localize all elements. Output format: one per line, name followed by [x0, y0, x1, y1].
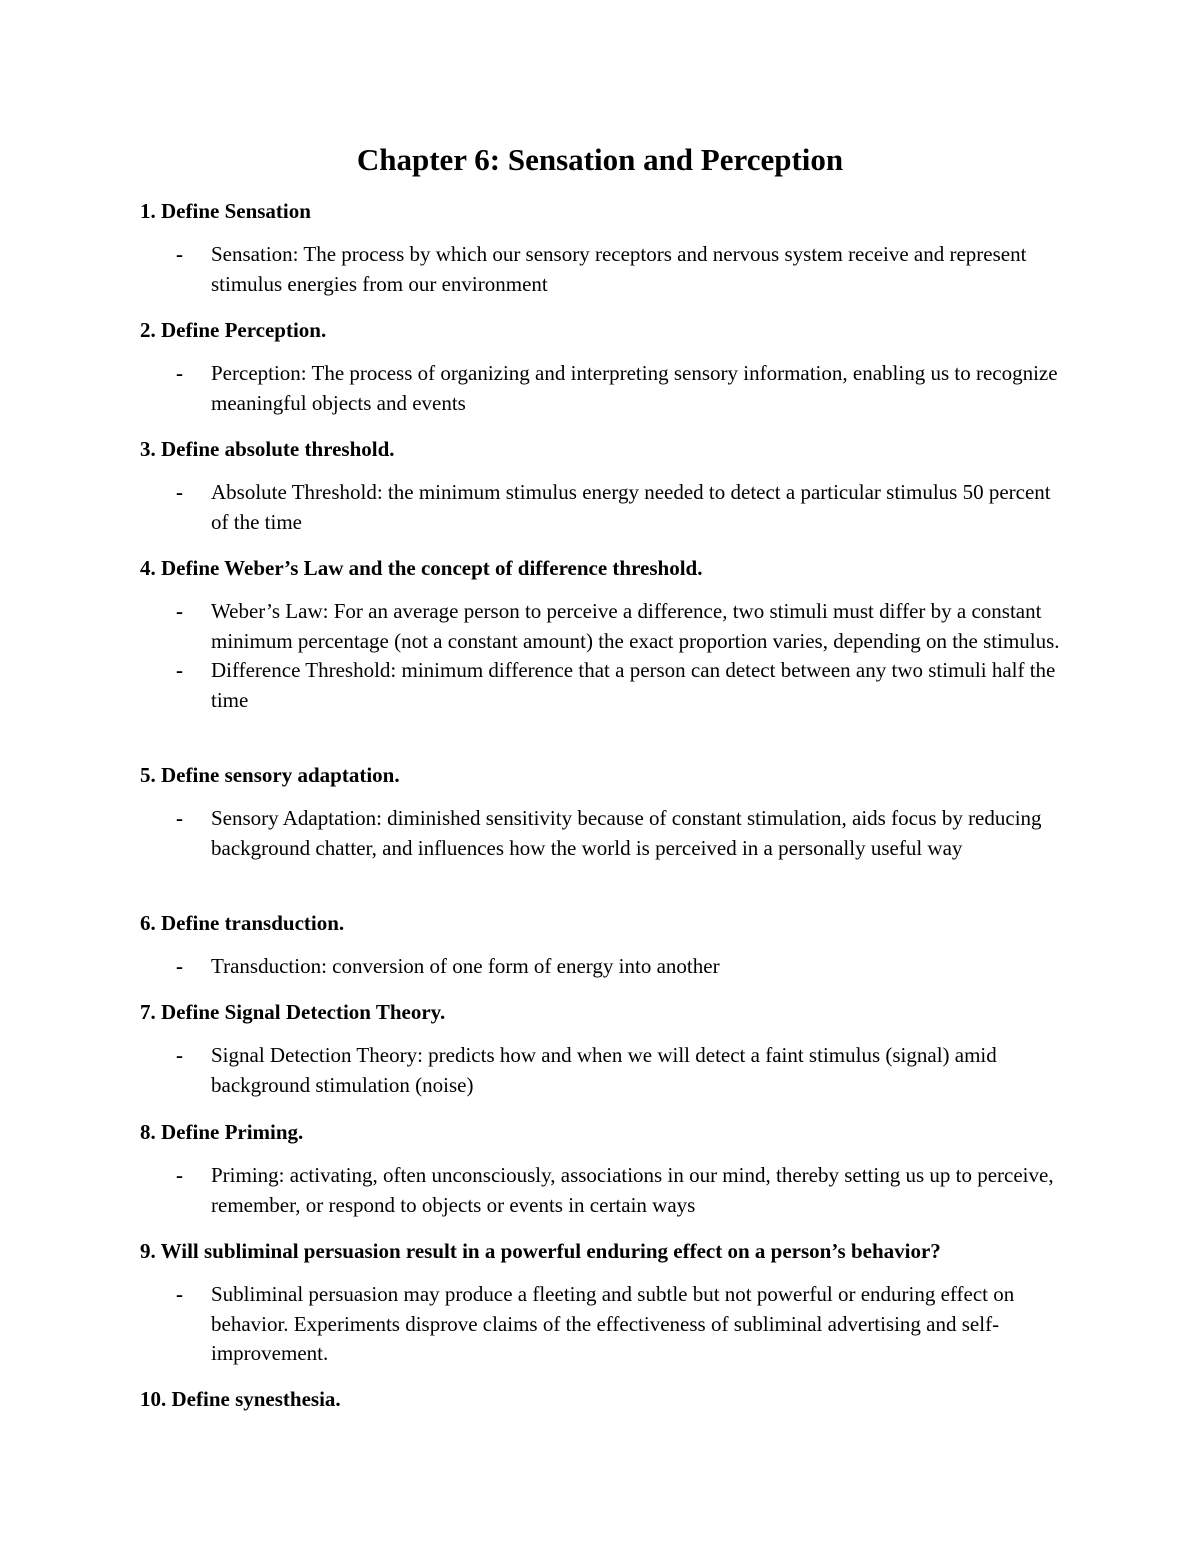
answer-item [140, 804, 1071, 863]
answer-item [140, 1041, 1071, 1100]
bullet-dash: - [176, 1043, 183, 1067]
question-heading: 1. Define Sensation [140, 199, 311, 223]
answer-list [140, 804, 1080, 863]
bullet-dash: - [176, 1282, 183, 1306]
answer-list [140, 1161, 1080, 1220]
bullet-dash: - [176, 361, 183, 385]
answer-text: Subliminal persuasion may produce a fleeting and subtle but not powerful or enduring effect on behavior. Experiments disprove claims of the effectiveness of subliminal advertising and self-improvement. [211, 1282, 1015, 1365]
question-heading: 9. Will subliminal persuasion result in a powerful enduring effect on a person’s behavior? [140, 1239, 941, 1263]
answer-list [140, 1041, 1080, 1100]
answer-text: Transduction: conversion of one form of energy into another [211, 954, 720, 978]
question-2 [140, 315, 1080, 418]
answer-list [140, 597, 1080, 715]
question-heading: 4. Define Weber’s Law and the concept of difference threshold. [140, 556, 703, 580]
answer-item [140, 359, 1071, 418]
bullet-dash: - [176, 242, 183, 266]
answer-list [140, 478, 1080, 537]
answer-item [140, 952, 1071, 982]
question-5 [140, 760, 1080, 863]
question-heading: 6. Define transduction. [140, 911, 345, 935]
question-3 [140, 434, 1080, 537]
question-heading: 7. Define Signal Detection Theory. [140, 1000, 446, 1024]
question-1 [140, 196, 1080, 299]
bullet-dash: - [176, 954, 183, 978]
bullet-dash: - [176, 658, 183, 682]
answer-text: Difference Threshold: minimum difference that a person can detect between any two stimuli half the time [211, 658, 1056, 712]
answer-item [140, 597, 1071, 656]
question-9 [140, 1236, 1080, 1369]
answer-text: Perception: The process of organizing and interpreting sensory information, enabling us to recognize meaningful objects and events [211, 361, 1058, 415]
answer-item [140, 478, 1071, 537]
answer-text: Sensory Adaptation: diminished sensitivity because of constant stimulation, aids focus by reducing background chatter, and influences how the world is perceived in a personally useful way [211, 806, 1042, 860]
answer-item [140, 240, 1071, 299]
question-heading: 10. Define synesthesia. [140, 1387, 341, 1411]
question-heading: 3. Define absolute threshold. [140, 437, 395, 461]
bullet-dash: - [176, 806, 183, 830]
answer-text: Absolute Threshold: the minimum stimulus energy needed to detect a particular stimulus 50 percent of the time [211, 480, 1051, 534]
bullet-dash: - [176, 480, 183, 504]
question-heading: 5. Define sensory adaptation. [140, 763, 400, 787]
question-8 [140, 1117, 1080, 1220]
answer-list [140, 359, 1080, 418]
bullet-dash: - [176, 1163, 183, 1187]
question-4 [140, 553, 1080, 715]
answer-list [140, 240, 1080, 299]
answer-list [140, 952, 1080, 982]
question-10 [140, 1384, 1080, 1414]
answer-item [140, 1161, 1071, 1220]
answer-text: Weber’s Law: For an average person to perceive a difference, two stimuli must differ by a constant minimum percentage (not a constant amount) the exact proportion varies, depending on the stimulus. [211, 599, 1060, 653]
bullet-dash: - [176, 599, 183, 623]
answer-text: Signal Detection Theory: predicts how and when we will detect a faint stimulus (signal) amid background stimulation (noise) [211, 1043, 997, 1097]
answer-item [140, 656, 1071, 715]
page-title: Chapter 6: Sensation and Perception [356, 142, 844, 177]
answer-text: Priming: activating, often unconsciously, associations in our mind, thereby setting us up to perceive, remember, or respond to objects or events in certain ways [211, 1163, 1054, 1217]
answer-list [140, 1280, 1080, 1369]
question-heading: 2. Define Perception. [140, 318, 327, 342]
question-7 [140, 997, 1080, 1100]
question-heading: 8. Define Priming. [140, 1120, 304, 1144]
answer-text: Sensation: The process by which our sensory receptors and nervous system receive and represent stimulus energies from our environment [211, 242, 1027, 296]
answer-item [140, 1280, 1071, 1369]
question-6 [140, 908, 1080, 982]
